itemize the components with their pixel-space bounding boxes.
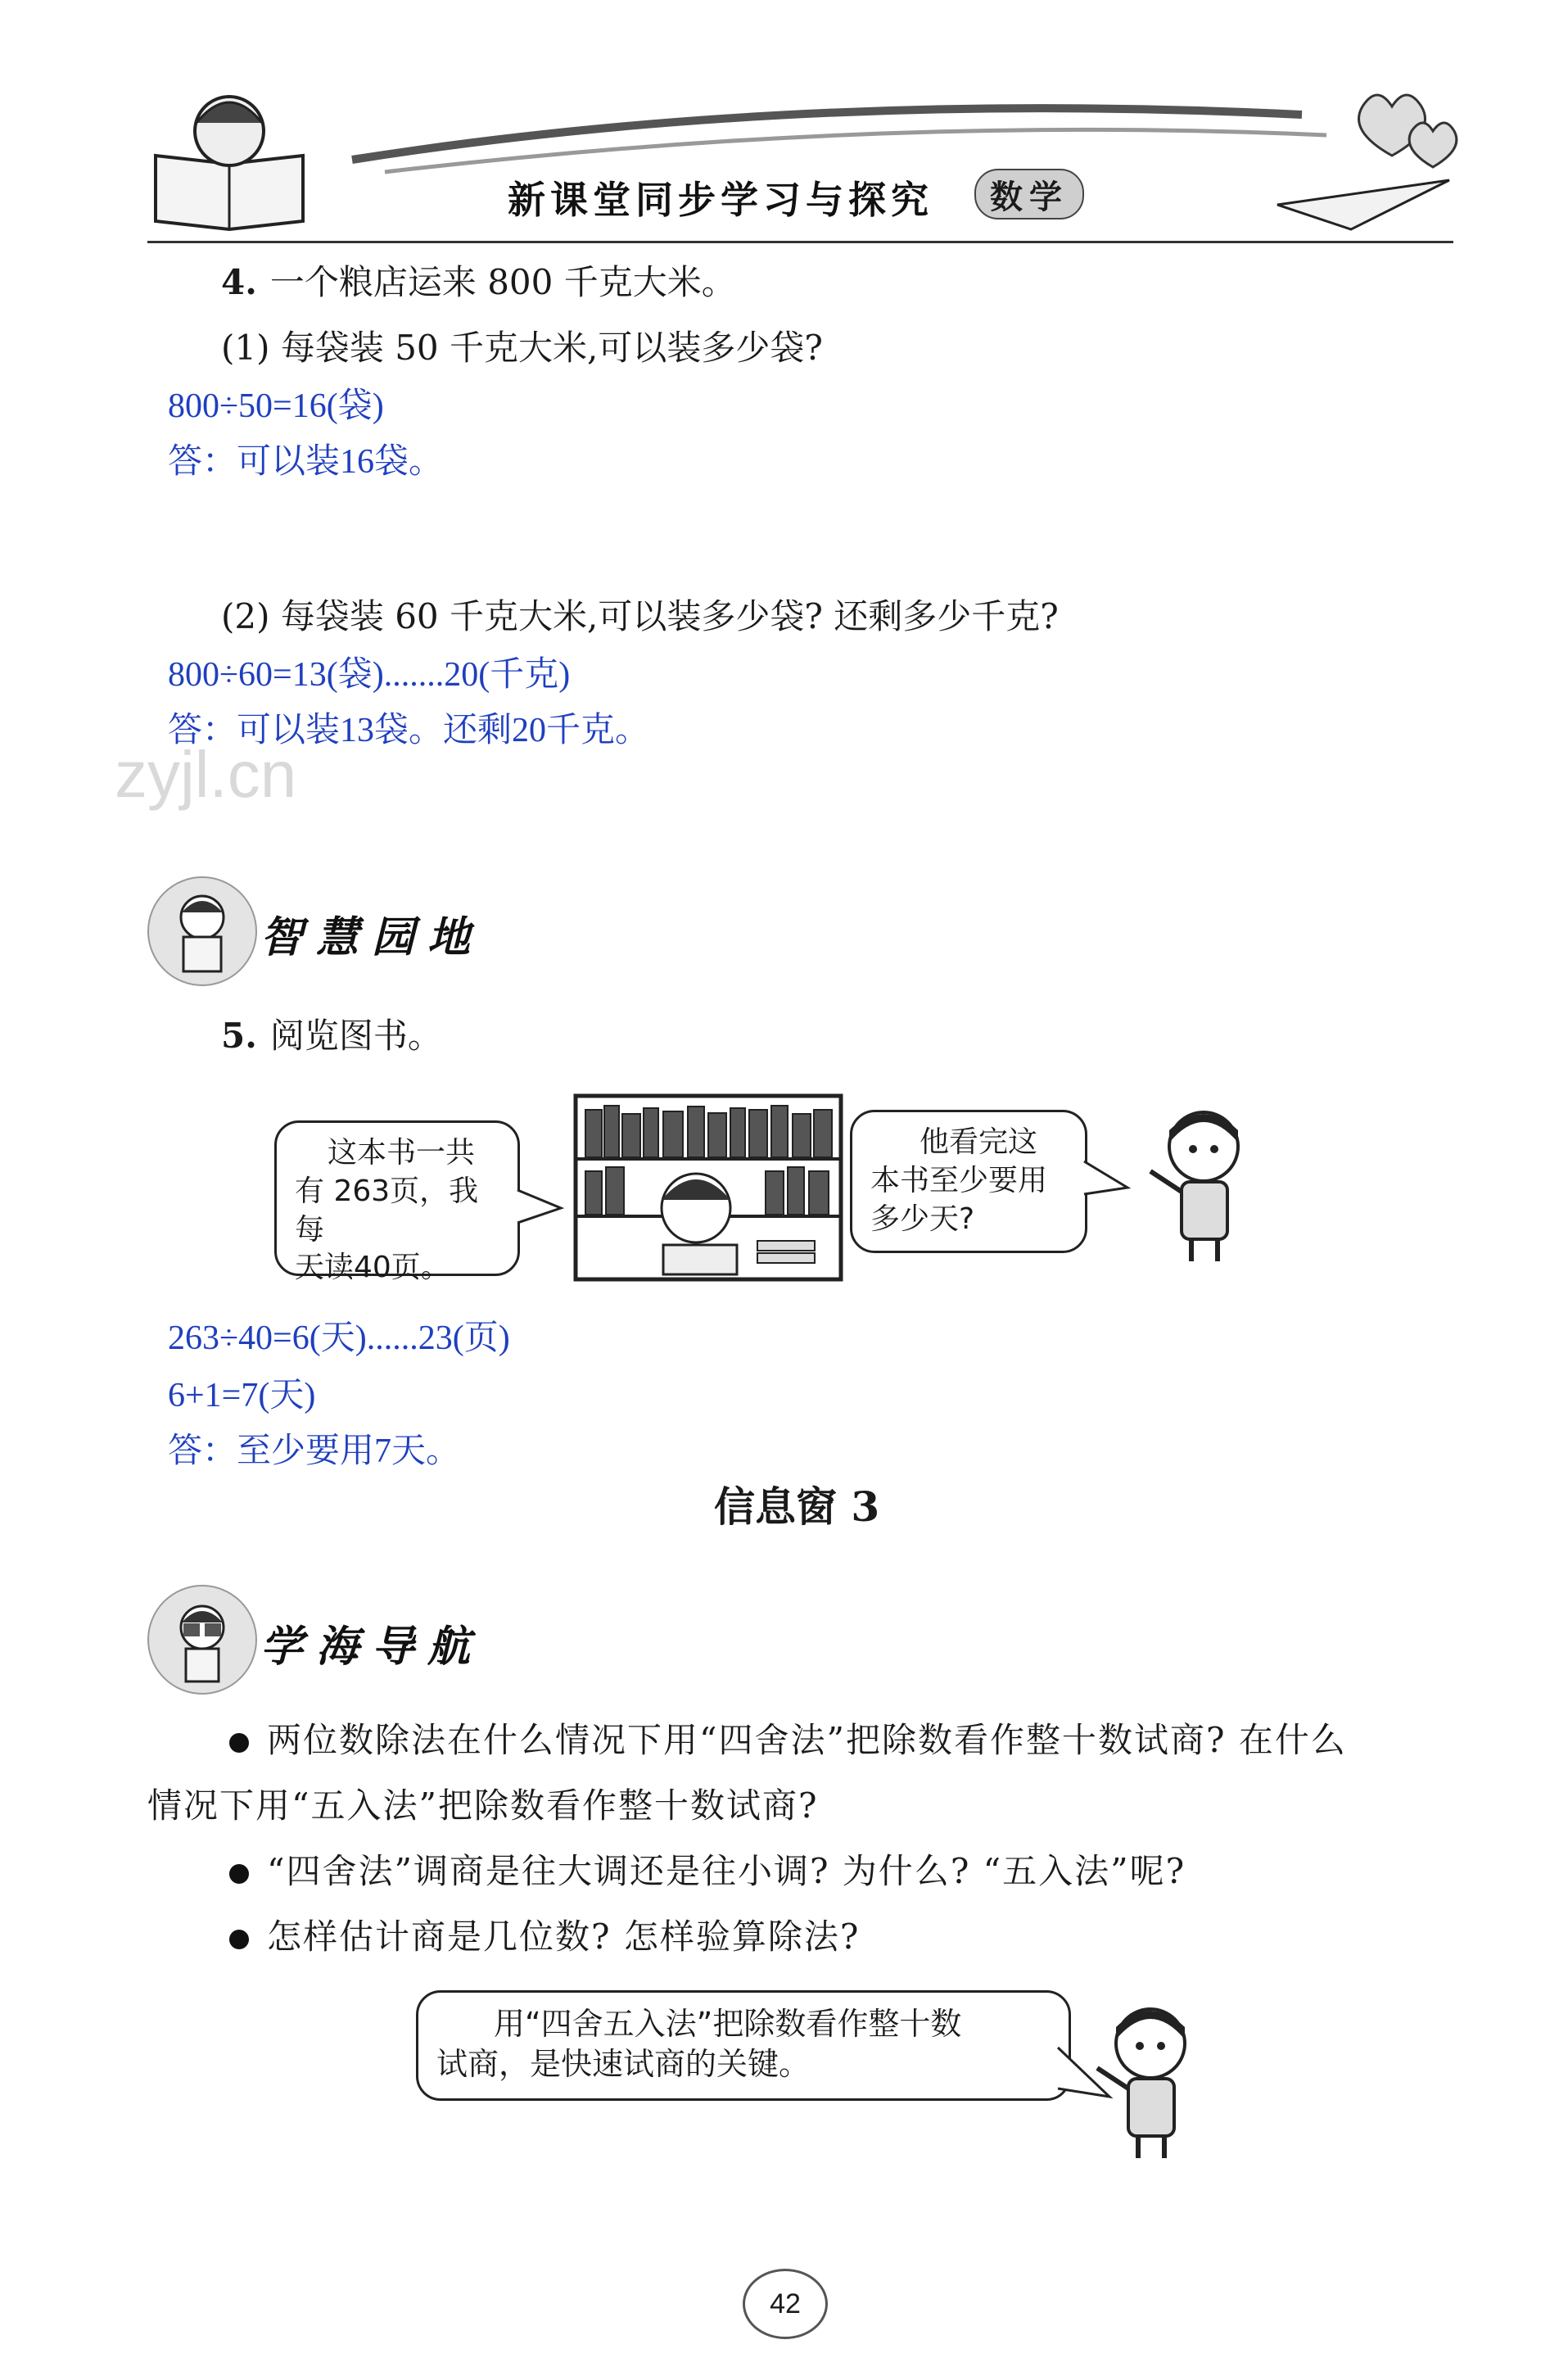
bubble-line: 多少天? [870, 1202, 975, 1236]
answer-4-1-text: 答：可以装16袋。 [168, 443, 444, 481]
guide-bullet-2 [229, 1839, 1186, 1904]
answer-4-1-calc: 800÷50=16(袋) [168, 387, 384, 425]
mascot-binoculars-icon [147, 1585, 257, 1695]
bullet-text: 怎样估计商是几位数? 怎样验算除法? [267, 1917, 861, 1957]
bookshelf-illustration [573, 1093, 843, 1282]
guide-bullet-3 [229, 1904, 860, 1970]
boy-character-icon [1134, 1102, 1265, 1265]
answer-4-2-calc: 800÷60=13(袋).......20(千克) [168, 656, 571, 694]
subject-badge: 数学 [974, 169, 1084, 219]
speech-bubble-right [850, 1110, 1087, 1253]
header-rule [147, 241, 1453, 243]
page-number: 42 [743, 2269, 828, 2339]
bubble-line: 这本书一共 [328, 1136, 476, 1170]
bubble-line: 本书至少要用 [870, 1163, 1048, 1197]
question-5-stem [221, 1016, 442, 1057]
question-4-stem [221, 262, 736, 303]
answer-5-text: 答：至少要用7天。 [168, 1432, 461, 1470]
question-4-part-2: (2) 每袋装 60 千克大米,可以装多少袋? 还剩多少千克? [221, 596, 1059, 636]
question-text: 阅览图书。 [269, 1016, 442, 1056]
bullet-dot-icon [229, 1733, 249, 1753]
bullet-text: “四舍法”调商是往大调还是往小调? 为什么? “五入法”呢? [267, 1851, 1186, 1891]
bubble-line: 天读40页。 [295, 1251, 450, 1285]
boy-character-icon [1081, 1998, 1212, 2162]
guide-bullet-1 [229, 1708, 1347, 1773]
bullet-dot-icon [229, 1864, 249, 1884]
bubble-line: 他看完这 [920, 1125, 1038, 1159]
answer-5-calc-1: 263÷40=6(天)......23(页) [168, 1319, 510, 1357]
section-title-study: 学海导航 [260, 1622, 484, 1672]
mascot-reading-icon [147, 876, 257, 986]
bubble-line: 试商，是快速试商的关键。 [436, 2046, 811, 2083]
tip-speech-bubble [416, 1990, 1071, 2101]
bubble-tail-left [516, 1183, 565, 1233]
header-title: 新课堂同步学习与探究 [508, 178, 933, 222]
bubble-line: 用“四舍五入法”把除数看作整十数 [494, 2006, 962, 2042]
section-title-wisdom: 智慧园地 [260, 913, 484, 962]
question-number: 4. [221, 262, 257, 302]
bullet-dot-icon [229, 1930, 249, 1949]
speech-bubble-left [274, 1120, 520, 1285]
guide-bullet-1-continued: 情况下用“五入法”把除数看作整十数试商? [147, 1785, 819, 1826]
bullet-text: 两位数除法在什么情况下用“四舍法”把除数看作整十数试商? 在什么 [267, 1720, 1347, 1760]
answer-5-calc-2: 6+1=7(天) [168, 1377, 316, 1414]
watermark: zyjl.cn [115, 738, 297, 811]
info-window-title: 信息窗 3 [714, 1482, 880, 1531]
question-4-part-1: (1) 每袋装 50 千克大米,可以装多少袋? [221, 328, 823, 368]
question-number: 5. [221, 1016, 257, 1056]
bubble-line: 有 263页，我每 [295, 1174, 479, 1247]
question-text: 一个粮店运来 800 千克大米。 [269, 262, 736, 302]
bubble-tail-right [1082, 1155, 1132, 1204]
answer-4-2-text: 答：可以装13袋。还剩20千克。 [168, 712, 650, 749]
